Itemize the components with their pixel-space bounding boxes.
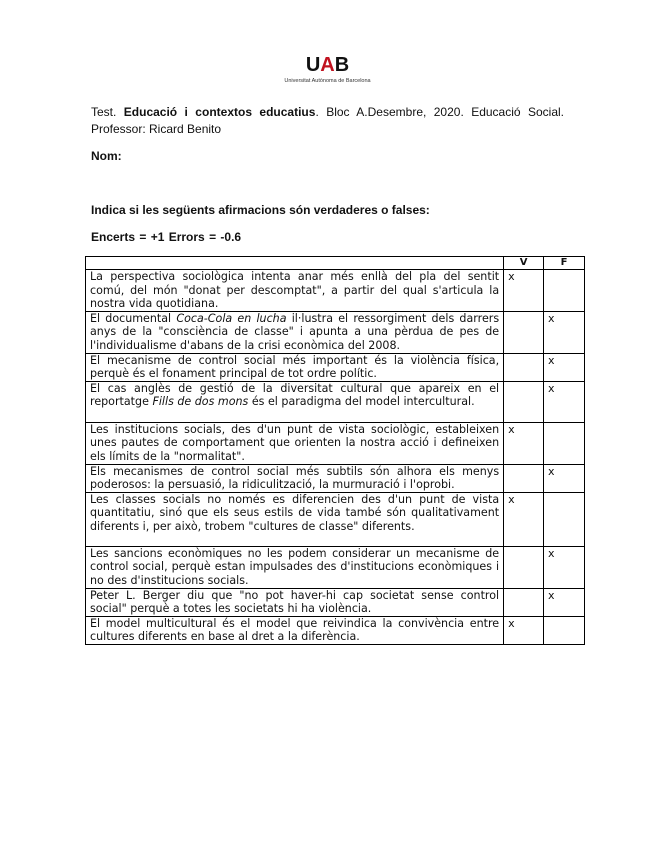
statement-cell: El documental Coca-Cola en lucha il·lustra el ressorgiment dels darrers anys de la "consciència de classe" i apunta a una pèrdua de pes de l'individualisme d'abans de la crisi econòmica del 2008. [86,311,504,353]
name-label: Nom: [91,149,122,163]
false-mark-cell[interactable]: x [544,381,585,422]
statement-cell: La perspectiva sociològica intenta anar més enllà del pla del sentit comú, del món "donat per descomptat", a partir del qual s'articula la nostra vida quotidiana. [86,270,504,312]
test-header: Test. Educació i contextos educatius. Bloc A.Desembre, 2020. Educació Social. [91,105,565,119]
table-row [86,270,585,312]
false-column-header: F [544,257,585,270]
false-mark-cell[interactable] [544,422,585,464]
course-title: Educació i contextos educatius [123,105,316,119]
true-mark-cell[interactable] [504,353,544,381]
title-emphasis: Coca-Cola en lucha [176,311,287,325]
false-mark-cell[interactable] [544,616,585,644]
professor-line: Professor: Ricard Benito [91,122,222,136]
statement-cell: Les sancions econòmiques no les podem considerar un mecanisme de control social, perquè estan impulsades des d'institucions econòmiques i no des d'institucions socials. [86,546,504,588]
true-mark-cell[interactable]: x [504,492,544,546]
table-header-row [86,257,585,270]
false-mark-cell[interactable] [544,492,585,546]
false-mark-cell[interactable]: x [544,311,585,353]
true-mark-cell[interactable]: x [504,616,544,644]
statement-header [86,257,504,270]
false-mark-cell[interactable]: x [544,546,585,588]
table-row [86,588,585,616]
university-logo [0,55,655,85]
table-row [86,311,585,353]
true-mark-cell[interactable] [504,546,544,588]
statement-cell: Les classes socials no només es diferencien des d'un punt de vista quantitatiu, sinó que els seus estils de vida també són qualitativament diferents i, per això, trobem "cultures de classe" diferents. [86,492,504,546]
true-mark-cell[interactable] [504,381,544,422]
true-column-header: V [504,257,544,270]
table-row [86,464,585,492]
table-row [86,616,585,644]
table-row [86,381,585,422]
statement-cell: El mecanisme de control social més important és la violència física, perquè és el fonament principal de tot ordre polític. [86,353,504,381]
statement-cell: El model multicultural és el model que reivindica la convivència entre cultures diferents en base al dret a la diferència. [86,616,504,644]
true-mark-cell[interactable]: x [504,270,544,312]
false-mark-cell[interactable]: x [544,353,585,381]
instructions: Indica si les següents afirmacions són verdaderes o falses: [91,203,430,217]
table-row [86,546,585,588]
table-row [86,492,585,546]
true-mark-cell[interactable] [504,311,544,353]
true-mark-cell[interactable] [504,588,544,616]
false-mark-cell[interactable]: x [544,588,585,616]
true-false-table [85,256,585,645]
table-row [86,353,585,381]
statement-cell: Les institucions socials, des d'un punt de vista sociològic, estableixen unes pautes de comportament que orienten la nostra acció i defineixen els límits de la "normalitat". [86,422,504,464]
table-row [86,422,585,464]
scoring-rule: Encerts = +1 Errors = -0.6 [91,230,242,244]
statement-cell: Peter L. Berger diu que "no pot haver-hi cap societat sense control social" perquè a totes les societats hi ha violència. [86,588,504,616]
title-emphasis: Fills de dos mons [152,395,249,409]
false-mark-cell[interactable] [544,270,585,312]
uab-logo-subtitle: Universitat Autònoma de Barcelona [284,78,371,84]
statement-cell: El cas anglès de gestió de la diversitat cultural que apareix en el reportatge Fills de dos mons és el paradigma del model intercultural. [86,381,504,422]
statement-cell: Els mecanismes de control social més subtils són alhora els menys poderosos: la persuasió, la ridiculització, la murmuració i l'oprobi. [86,464,504,492]
false-mark-cell[interactable]: x [544,464,585,492]
uab-logo-mark: UAB [305,54,350,76]
true-mark-cell[interactable]: x [504,422,544,464]
true-mark-cell[interactable] [504,464,544,492]
